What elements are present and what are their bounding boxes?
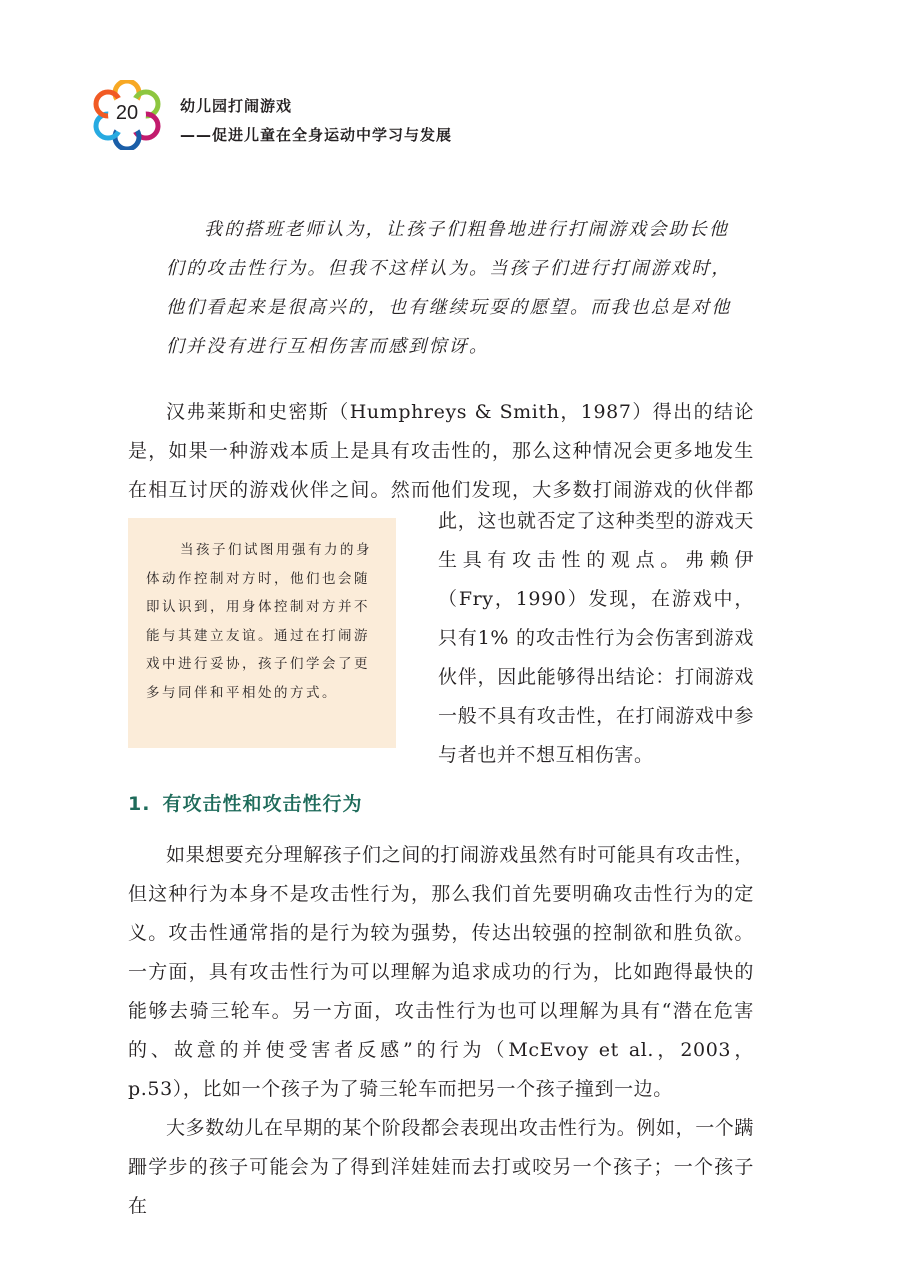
section-body (128, 836, 754, 1226)
page-number-badge (92, 80, 162, 150)
sidebar-callout (128, 518, 396, 748)
paragraph-1-continuation-text: 此，这也就否定了这种类型的游戏天生具有攻击性的观点。弗赖伊（Fry，1990）发现，在游戏中，只有1% 的攻击性行为会伤害到游戏伙伴，因此能够得出结论：打闹游戏一般不具有攻击性，在打闹游戏中参与者也并不想互相伤害。 (438, 510, 754, 766)
paragraph-1-lead: 汉弗莱斯和史密斯（Humphreys & Smith，1987）得出的结论是，如果一种游戏本质上是具有攻击性的，那么这种情况会更多地发生在相互讨厌的游戏伙伴之间。然而他们发现，大多数打闹游戏的伙伴都 (128, 401, 754, 501)
section-number: 1. (128, 793, 151, 815)
quote-text: 我的搭班老师认为，让孩子们粗鲁地进行打闹游戏会助长他们的攻击性行为。但我不这样认为。当孩子们进行打闹游戏时，他们看起来是很高兴的，也有继续玩耍的愿望。而我也总是对他们并没有进行互相伤害而感到惊讶。 (166, 219, 732, 357)
book-title: 幼儿园打闹游戏 (180, 97, 293, 115)
paragraph-aggression-definition: 如果想要充分理解孩子们之间的打闹游戏虽然有时可能具有攻击性，但这种行为本身不是攻击性行为，那么我们首先要明确攻击性行为的定义。攻击性通常指的是行为较为强势，传达出较强的控制欲和胜负欲。一方面，具有攻击性行为可以理解为追求成功的行为，比如跑得最快的能够去骑三轮车。另一方面，攻击性行为也可以理解为具有“潜在危害的、故意的并使受害者反感”的行为（McEvoy et al.，2003，p.53），比如一个孩子为了骑三轮车而把另一个孩子撞到一边。 (128, 844, 755, 1100)
paragraph-early-aggression: 大多数幼儿在早期的某个阶段都会表现出攻击性行为。例如，一个蹒跚学步的孩子可能会为了得到洋娃娃而去打或咬另一个孩子；一个孩子在 (128, 1117, 755, 1217)
teacher-quote (166, 210, 736, 366)
section-title: 有攻击性和攻击性行为 (162, 793, 363, 815)
section-heading (128, 789, 362, 816)
sidebar-text: 当孩子们试图用强有力的身体动作控制对方时，他们也会随即认识到，用身体控制对方并不能与其建立友谊。通过在打闹游戏中进行妥协，孩子们学会了更多与同伴和平相处的方式。 (146, 542, 372, 701)
paragraph-1-continuation (438, 502, 754, 775)
book-subtitle: ——促进儿童在全身运动中学习与发展 (180, 126, 453, 144)
page-number: 20 (115, 102, 139, 124)
